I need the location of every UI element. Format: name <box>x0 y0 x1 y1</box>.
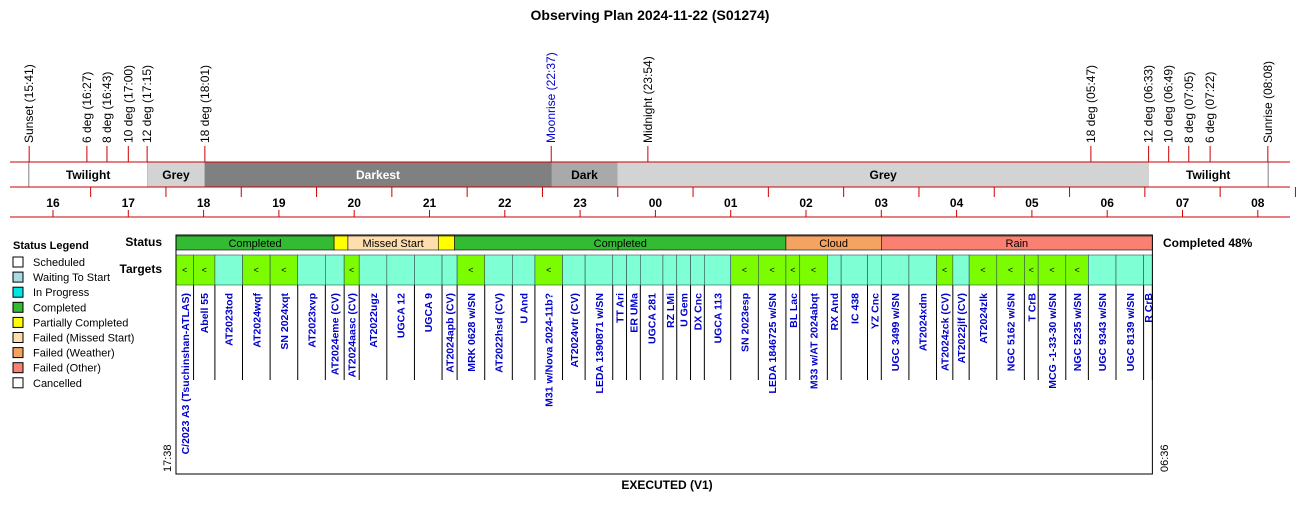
target-name: YZ Cnc <box>869 293 882 330</box>
target-name: UGCA 9 <box>423 293 436 333</box>
target-done-marker: < <box>349 265 355 275</box>
status-segment-label: Completed <box>593 238 647 250</box>
target-name: RZ LMi <box>664 293 677 328</box>
legend-label: Failed (Weather) <box>33 347 115 360</box>
status-legend <box>13 240 134 390</box>
hour-tick-label: 20 <box>347 196 361 210</box>
target-name: RX And <box>829 293 842 331</box>
target-cell <box>1116 255 1144 285</box>
target-cell <box>827 255 841 285</box>
event-label: Sunset (15:41) <box>22 64 37 143</box>
target-cell <box>442 255 457 285</box>
event-label: 12 deg (06:33) <box>1141 64 1156 143</box>
phase-label: Darkest <box>356 168 401 182</box>
plan-start-label: 17:38 <box>162 444 174 472</box>
target-name: UGC 3499 w/SN <box>890 293 903 372</box>
target-done-marker: < <box>810 265 817 275</box>
target-done-marker: < <box>980 265 986 275</box>
target-done-marker: < <box>1028 265 1034 275</box>
status-segment-label: Missed Start <box>362 238 424 250</box>
sky-phase-band <box>10 162 1290 187</box>
plan-end-label: 06:36 <box>1159 444 1171 472</box>
target-name: AT2022hsd (CV) <box>493 293 506 373</box>
target-name: UGCA 281 <box>646 293 659 344</box>
target-cell <box>704 255 730 285</box>
legend-label: Cancelled <box>33 377 82 390</box>
hour-tick-label: 22 <box>498 196 512 210</box>
target-name: LEDA 1390871 w/SN <box>593 293 606 394</box>
target-done-marker: < <box>546 265 552 275</box>
phase-label: Grey <box>162 168 190 182</box>
target-name: AT2024eme (CV) <box>329 293 342 376</box>
target-done-marker: < <box>1049 265 1055 275</box>
hour-axis <box>10 187 1295 217</box>
target-done-marker: < <box>182 265 188 275</box>
target-name: BL Lac <box>787 293 800 328</box>
target-name: AT2024vtr (CV) <box>568 293 581 368</box>
target-name: IC 438 <box>849 293 862 324</box>
status-row-label: Status <box>125 235 162 249</box>
target-name: AT2022ugz <box>368 293 381 348</box>
target-done-marker: < <box>1007 265 1014 275</box>
event-label: 18 deg (05:47) <box>1083 64 1098 143</box>
target-done-marker: < <box>942 265 948 275</box>
target-cell <box>298 255 326 285</box>
target-name: AT2024xdm <box>917 293 930 352</box>
event-label: 12 deg (17:15) <box>140 64 155 143</box>
target-name: DX Cnc <box>692 293 705 331</box>
target-done-marker: < <box>769 265 775 275</box>
legend-swatch <box>13 287 23 297</box>
legend-label: Failed (Other) <box>33 362 101 375</box>
hour-tick-label: 03 <box>874 196 888 210</box>
target-name: AT2024apb (CV) <box>444 292 457 373</box>
target-name: UGCA 12 <box>395 293 408 339</box>
plan-title: Observing Plan 2024-11-22 (S01274) <box>530 7 770 23</box>
legend-title: Status Legend <box>13 240 89 252</box>
target-cell <box>663 255 677 285</box>
legend-swatch <box>13 348 23 358</box>
legend-label: In Progress <box>33 287 90 300</box>
target-cell <box>414 255 442 285</box>
target-name: NGC 5162 w/SN <box>1005 292 1018 372</box>
phase-label: Grey <box>869 168 897 182</box>
target-name: LEDA 1846725 w/SN <box>767 293 780 394</box>
legend-label: Scheduled <box>33 257 85 269</box>
target-name: AT2024zlk <box>977 293 990 344</box>
target-name: AT2022jlf (CV) <box>955 292 968 364</box>
target-cell <box>691 255 705 285</box>
hour-tick-label: 05 <box>1025 196 1039 210</box>
target-name: AT2023xvp <box>306 293 319 348</box>
target-row <box>176 255 1155 454</box>
target-cell <box>677 255 691 285</box>
event-label: 10 deg (17:00) <box>121 64 136 143</box>
hour-tick-label: 21 <box>422 196 437 210</box>
target-name: AT2024aasc (CV) <box>346 293 359 378</box>
target-cell <box>512 255 535 285</box>
targets-row-label: Targets <box>119 262 162 276</box>
hour-tick-label: 18 <box>196 196 211 210</box>
target-cell <box>841 255 867 285</box>
target-name: U Gem <box>678 293 691 327</box>
target-cell <box>485 255 513 285</box>
target-name: C/2023 A3 (Tsuchinshan-ATLAS) <box>179 293 192 455</box>
event-label: 10 deg (06:49) <box>1161 64 1176 143</box>
target-cell <box>387 255 415 285</box>
legend-swatch <box>13 378 23 388</box>
target-done-marker: < <box>281 265 287 275</box>
event-label: Sunrise (08:08) <box>1260 60 1275 143</box>
hour-tick-label: 19 <box>272 196 286 210</box>
hour-tick-label: 01 <box>724 196 738 210</box>
target-cell <box>325 255 344 285</box>
hour-tick-label: 02 <box>799 196 813 210</box>
legend-label: Failed (Missed Start) <box>33 332 135 345</box>
status-segment-label: Rain <box>1005 238 1029 250</box>
legend-swatch <box>13 333 23 343</box>
target-cell <box>640 255 663 285</box>
hour-tick-label: 17 <box>121 196 135 210</box>
status-segment <box>334 236 348 250</box>
target-cell <box>627 255 641 285</box>
phase-label: Twilight <box>1186 168 1231 182</box>
status-segment-label: Completed <box>228 238 282 250</box>
target-done-marker: < <box>741 265 748 275</box>
event-label: Moonrise (22:37) <box>544 52 559 143</box>
target-done-marker: < <box>468 265 474 275</box>
target-name: AT2024wqf <box>251 293 264 348</box>
target-name: TT Ari <box>614 293 627 323</box>
target-name: T CrB <box>1026 293 1039 322</box>
target-cell <box>613 255 627 285</box>
target-cell <box>1088 255 1116 285</box>
target-name: SN 2024xqt <box>278 293 291 350</box>
target-cell <box>881 255 909 285</box>
target-name: UGC 8139 w/SN <box>1124 293 1137 372</box>
target-name: NGC 5235 w/SN <box>1072 293 1085 372</box>
target-cell <box>585 255 613 285</box>
target-done-marker: < <box>253 265 259 275</box>
target-name: SN 2023esp <box>739 293 752 352</box>
event-label: Midnight (23:54) <box>640 56 655 143</box>
phase-label: Twilight <box>65 168 111 182</box>
target-name: U And <box>518 293 531 324</box>
event-label: 18 deg (18:01) <box>197 64 212 143</box>
target-name: UGCA 113 <box>712 293 725 344</box>
event-label: 8 deg (16:43) <box>99 71 114 143</box>
target-name: MCG -1-33-30 w/SN <box>1046 293 1059 389</box>
target-name: Abell 55 <box>199 293 212 334</box>
hour-tick-label: 16 <box>46 196 60 210</box>
target-cell <box>953 255 969 285</box>
target-name: ER UMa <box>628 293 641 333</box>
legend-swatch <box>13 302 23 312</box>
target-name: AT2023tod <box>223 293 236 346</box>
legend-label: Waiting To Start <box>33 272 111 285</box>
target-name: R CrB <box>1142 293 1155 323</box>
target-name: M33 w/AT 2024abqt <box>808 293 821 390</box>
event-label: 8 deg (07:05) <box>1181 71 1196 143</box>
legend-swatch <box>13 272 23 282</box>
status-segment <box>438 236 454 250</box>
status-segment-label: Cloud <box>819 238 848 250</box>
target-done-marker: < <box>790 265 796 275</box>
legend-label: Completed <box>33 302 87 315</box>
completed-summary: Completed 48% <box>1163 236 1253 250</box>
hour-tick-label: 04 <box>949 196 964 210</box>
target-name: AT2024zck (CV) <box>939 293 952 372</box>
target-cell <box>359 255 387 285</box>
target-done-marker: < <box>1074 265 1080 275</box>
target-name: MRK 0628 w/SN <box>465 293 478 372</box>
target-cell <box>563 255 586 285</box>
target-name: UGC 9343 w/SN <box>1097 293 1110 372</box>
target-cell <box>1144 255 1153 285</box>
legend-label: Partially Completed <box>33 317 129 330</box>
event-label: 6 deg (07:22) <box>1203 71 1218 143</box>
target-cell <box>867 255 881 285</box>
hour-tick-label: 08 <box>1251 196 1265 210</box>
hour-tick-label: 23 <box>573 196 587 210</box>
legend-swatch <box>13 317 23 327</box>
legend-swatch <box>13 257 23 267</box>
plan-footer: EXECUTED (V1) <box>621 478 713 492</box>
hour-tick-label: 00 <box>648 196 663 210</box>
legend-swatch <box>13 363 23 373</box>
event-label: 6 deg (16:27) <box>79 71 94 143</box>
hour-tick-label: 06 <box>1100 196 1114 210</box>
phase-label: Dark <box>571 168 598 182</box>
hour-tick-label: 07 <box>1175 196 1190 210</box>
status-row <box>176 236 1152 250</box>
target-cell <box>909 255 937 285</box>
target-cell <box>215 255 243 285</box>
target-name: M31 w/Nova 2024-11b? <box>543 293 556 407</box>
target-done-marker: < <box>201 265 207 275</box>
